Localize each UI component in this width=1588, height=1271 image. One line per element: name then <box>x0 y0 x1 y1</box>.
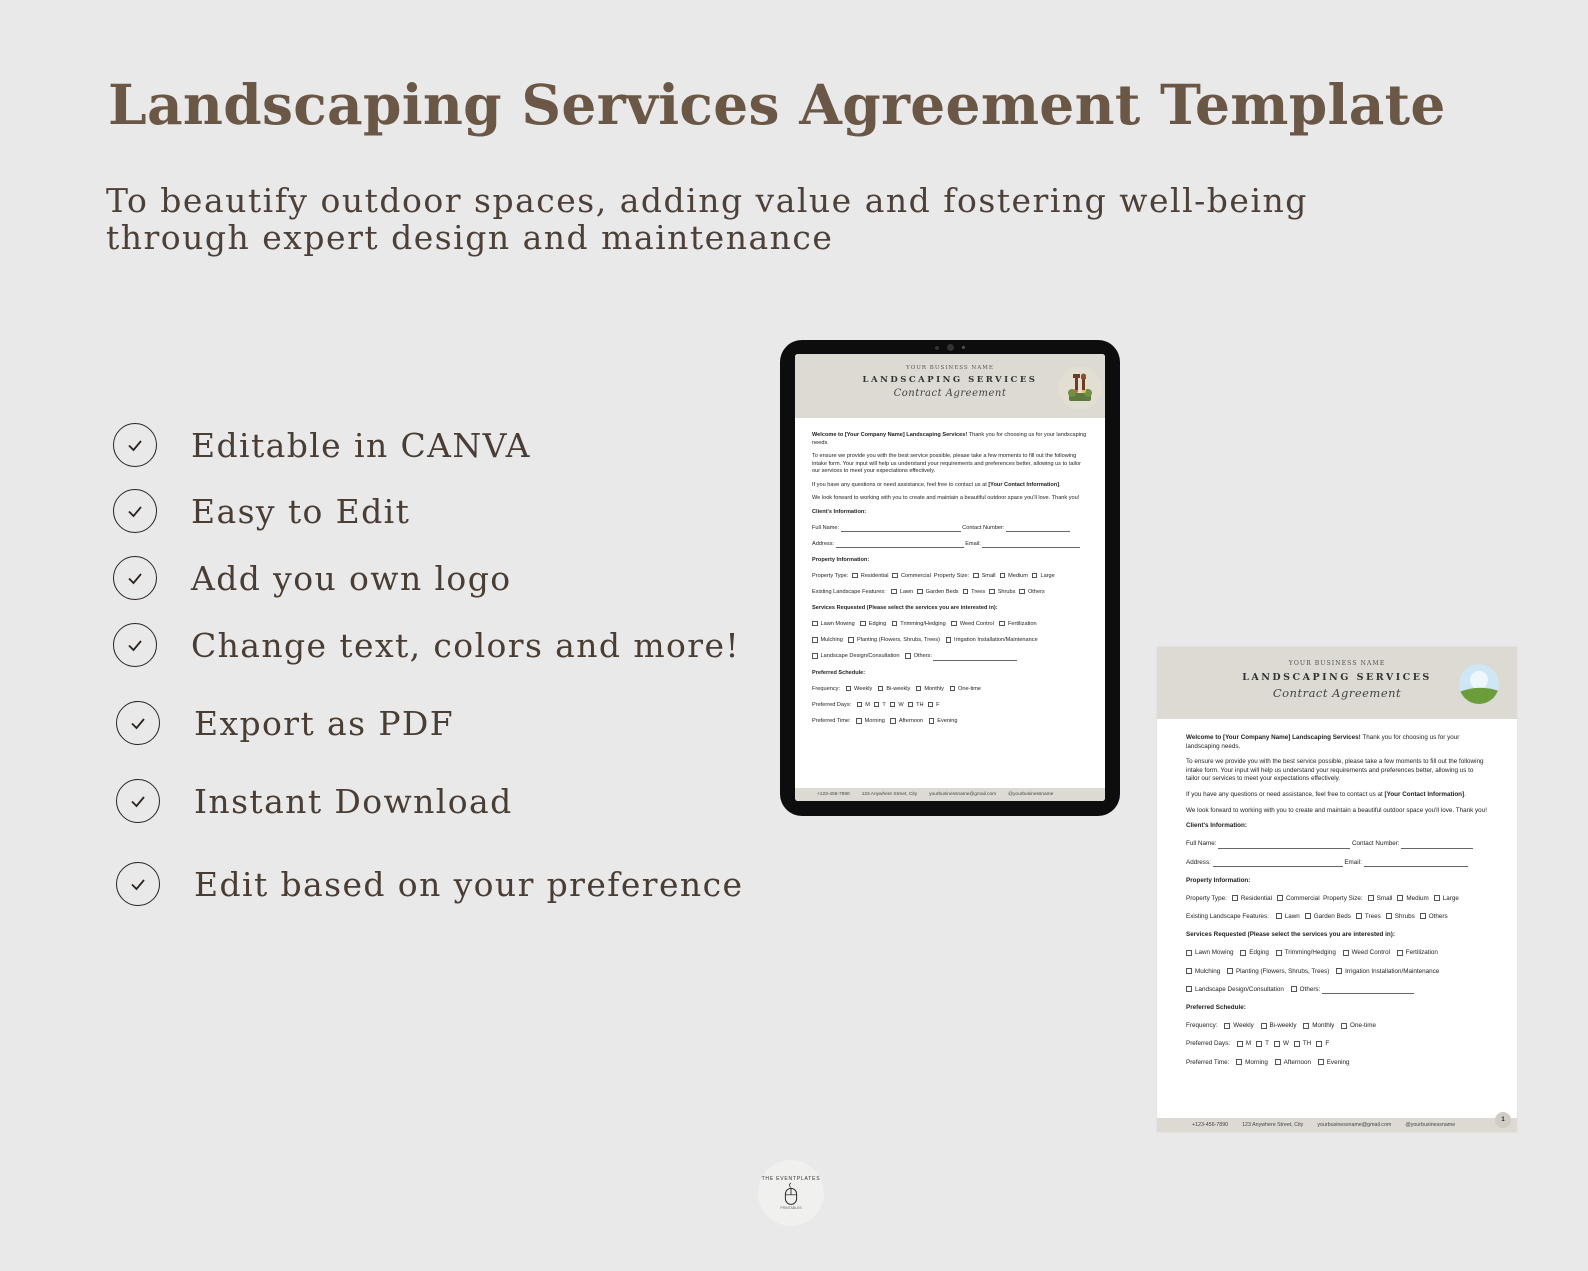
page-subtitle: To beautify outdoor spaces, adding value and fostering well-being through expert design and maintenance <box>106 181 1308 257</box>
document-footer: +123-456-7890 123 Anywhere Street, City yourbusinessname@gmail.com @yourbusinessname <box>795 788 1105 801</box>
script-title: Contract Agreement <box>893 388 1007 399</box>
feature-text: Change text, colors and more! <box>191 625 741 665</box>
feature-item <box>113 623 740 667</box>
feature-text: Easy to Edit <box>191 491 411 531</box>
document-header <box>1157 647 1517 719</box>
check-circle-icon <box>113 423 157 467</box>
feature-item <box>116 779 513 823</box>
check-circle-icon <box>113 489 157 533</box>
feature-item <box>113 556 512 600</box>
document-header <box>795 354 1105 418</box>
feature-item <box>116 862 743 906</box>
feature-text: Editable in CANVA <box>191 425 531 465</box>
feature-text: Edit based on your preference <box>194 864 744 904</box>
landscape-logo-icon <box>1459 664 1499 704</box>
service-title: LANDSCAPING SERVICES <box>862 375 1038 385</box>
feature-item <box>116 701 454 745</box>
garden-tools-logo-icon <box>1058 366 1102 410</box>
check-circle-icon <box>116 779 160 823</box>
feature-item <box>113 423 531 467</box>
page-number: 1 <box>1495 1112 1511 1128</box>
business-name: YOUR BUSINESS NAME <box>906 365 994 371</box>
document-body: Welcome to [Your Company Name] Landscaping Services! Thank you for choosing us for your landscaping needs. To ensure we provide you with the best service possible, please take a few moments to fill out the following intake form. Your input will help us understand your requirements and preferences better, allowing us to tailor our services to meet your expectations effectively. If you have any questions or need assistance, feel free to contact us at [Your Contact Information]. We look forward to working with you to create and maintain a beautiful outdoor space you'll love. Thank you! Client's Information: Full Name: Contact Number: Address: Email: Property Information: Property Type: Residential Commercial Property Size: Small Medium Large Existing Landscape Features: Lawn Garden Beds Trees Shrubs Others Services Requested (Please select the services you are interested in): Lawn Mowing Edging Trimming/Hedging Weed Control Fertilization Mulching Planting (Flowers, Shrubs, Trees) Irrigation Installation/Maintenance Landscape Design/Consultation Others: Preferred Schedule: Frequency: Weekly Bi-weekly Monthly One-time Preferred Days: M T W TH F Preferred Time: Morning Afternoon Evening <box>1186 734 1487 1066</box>
service-title: LANDSCAPING SERVICES <box>1242 672 1432 683</box>
tablet-camera <box>935 344 965 351</box>
check-circle-icon <box>113 623 157 667</box>
feature-text: Add you own logo <box>191 558 512 598</box>
tablet-screen <box>795 354 1105 801</box>
brand-name: THE EVENTPLATES <box>761 1176 821 1182</box>
business-name: YOUR BUSINESS NAME <box>1288 660 1386 667</box>
check-circle-icon <box>116 862 160 906</box>
mouse-icon <box>783 1182 799 1206</box>
document-body: Welcome to [Your Company Name] Landscaping Services! Thank you for choosing us for your landscaping needs. To ensure we provide you with the best service possible, please take a few moments to fill out the following intake form. Your input will help us understand your requirements and preferences better, allowing us to tailor our services to meet your expectations effectively. If you have any questions or need assistance, feel free to contact us at [Your Contact Information]. We look forward to working with you to create and maintain a beautiful outdoor space you'll love. Thank you! Client's Information: Full Name: Contact Number: Address: Email: Property Information: Property Type: Residential Commercial Property Size: Small Medium Large Existing Landscape Features: Lawn Garden Beds Trees Shrubs Others Services Requested (Please select the services you are interested in): Lawn Mowing Edging Trimming/Hedging Weed Control Fertilization Mulching Planting (Flowers, Shrubs, Trees) Irrigation Installation/Maintenance Landscape Design/Consultation Others: Preferred Schedule: Frequency: Weekly Bi-weekly Monthly One-time Preferred Days: M T W TH F Preferred Time: Morning Afternoon Evening <box>812 432 1087 725</box>
feature-text: Instant Download <box>194 781 513 821</box>
tablet-mockup <box>780 340 1120 816</box>
document-footer: +123-456-7890 123 Anywhere Street, City yourbusinessname@gmail.com @yourbusinessname <box>1157 1118 1517 1132</box>
brand-logo <box>758 1160 824 1226</box>
brand-tag: PRINTABLES <box>780 1206 802 1210</box>
contract-document-page <box>1157 647 1517 1132</box>
check-circle-icon <box>116 701 160 745</box>
page-title: Landscaping Services Agreement Template <box>108 72 1446 137</box>
feature-text: Export as PDF <box>194 703 455 743</box>
contract-document-preview <box>795 354 1105 801</box>
feature-item <box>113 489 410 533</box>
check-circle-icon <box>113 556 157 600</box>
script-title: Contract Agreement <box>1272 686 1402 700</box>
